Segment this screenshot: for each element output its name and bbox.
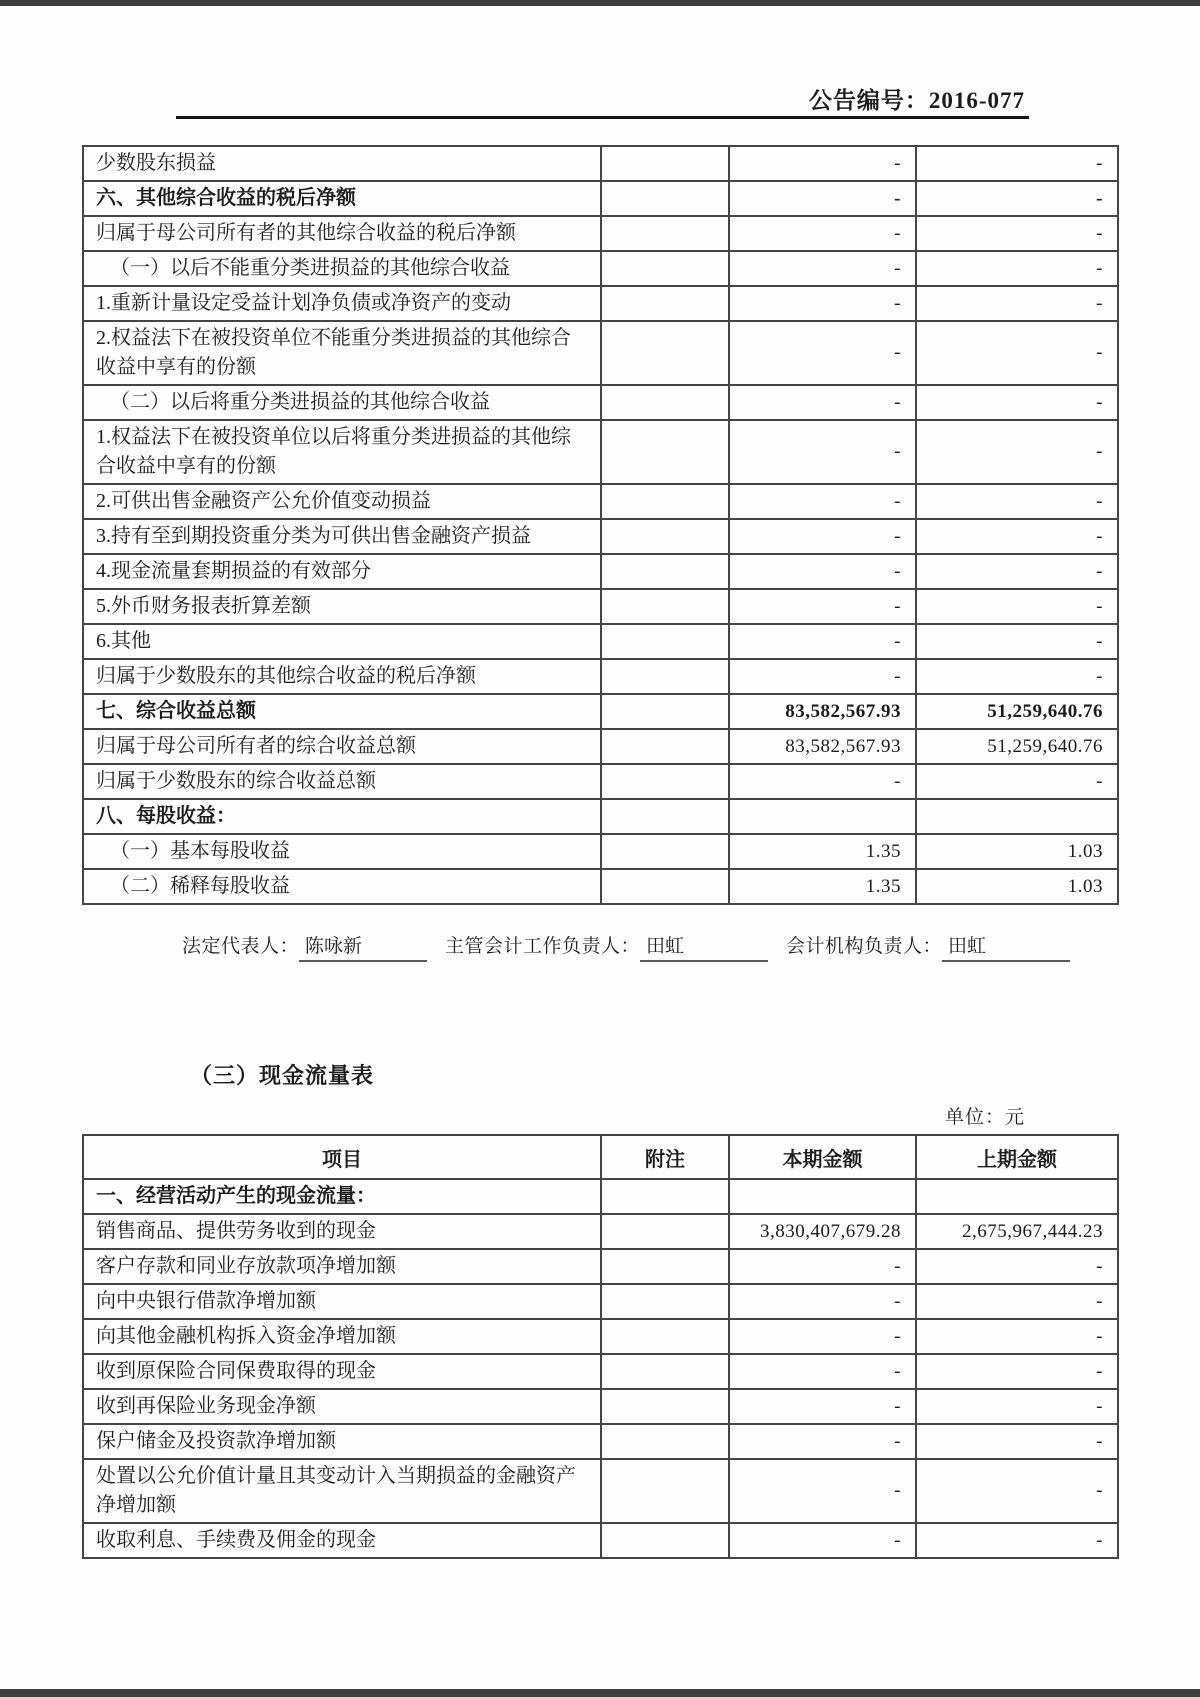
row-label-cell: 2.权益法下在被投资单位不能重分类进损益的其他综合收益中享有的份额 xyxy=(83,321,601,385)
scan-edge-bottom xyxy=(0,1689,1200,1697)
row-label-cell: 归属于母公司所有者的其他综合收益的税后净额 xyxy=(83,216,601,251)
note-cell xyxy=(601,216,729,251)
column-header: 上期金额 xyxy=(916,1135,1118,1179)
column-header: 本期金额 xyxy=(729,1135,916,1179)
row-label-cell: （二）以后将重分类进损益的其他综合收益 xyxy=(83,385,601,420)
current-amount-cell: - xyxy=(729,181,916,216)
table-row xyxy=(83,146,1118,181)
note-cell xyxy=(601,869,729,904)
table-row xyxy=(83,694,1118,729)
previous-amount-cell: - xyxy=(916,519,1118,554)
row-label-cell: 6.其他 xyxy=(83,624,601,659)
row-label-cell: 保户储金及投资款净增加额 xyxy=(83,1424,601,1459)
note-cell xyxy=(601,554,729,589)
note-cell xyxy=(601,1424,729,1459)
current-amount-cell xyxy=(729,799,916,834)
signature-segment xyxy=(786,936,1070,957)
row-label-cell: 销售商品、提供劳务收到的现金 xyxy=(83,1214,601,1249)
previous-amount-cell: - xyxy=(916,1424,1118,1459)
row-label-cell: 1.重新计量设定受益计划净负债或净资产的变动 xyxy=(83,286,601,321)
row-label-cell: 收到原保险合同保费取得的现金 xyxy=(83,1354,601,1389)
note-cell xyxy=(601,385,729,420)
row-label-cell: 收取利息、手续费及佣金的现金 xyxy=(83,1523,601,1558)
previous-amount-cell: 1.03 xyxy=(916,869,1118,904)
row-label-cell: 向中央银行借款净增加额 xyxy=(83,1284,601,1319)
table-row xyxy=(83,624,1118,659)
header-rule xyxy=(176,116,1029,119)
note-cell xyxy=(601,799,729,834)
current-amount-cell: - xyxy=(729,1354,916,1389)
current-amount-cell: - xyxy=(729,554,916,589)
row-label-cell: 归属于少数股东的其他综合收益的税后净额 xyxy=(83,659,601,694)
table-row xyxy=(83,484,1118,519)
note-cell xyxy=(601,764,729,799)
cashflow-section-title: （三）现金流量表 xyxy=(190,1063,375,1088)
current-amount-cell: - xyxy=(729,659,916,694)
table-row xyxy=(83,385,1118,420)
note-cell xyxy=(601,624,729,659)
row-label-cell: 一、经营活动产生的现金流量： xyxy=(83,1179,601,1214)
note-cell xyxy=(601,694,729,729)
table-row xyxy=(83,1354,1118,1389)
note-cell xyxy=(601,321,729,385)
row-label-cell: 收到再保险业务现金净额 xyxy=(83,1389,601,1424)
previous-amount-cell xyxy=(916,799,1118,834)
note-cell xyxy=(601,1214,729,1249)
table-row xyxy=(83,834,1118,869)
signature-name: 田虹 xyxy=(942,931,1070,962)
current-amount-cell: - xyxy=(729,519,916,554)
row-label-cell: 处置以公允价值计量且其变动计入当期损益的金融资产净增加额 xyxy=(83,1459,601,1523)
note-cell xyxy=(601,834,729,869)
table-row xyxy=(83,1389,1118,1424)
table-row xyxy=(83,1459,1118,1523)
table-row xyxy=(83,764,1118,799)
note-cell xyxy=(601,251,729,286)
previous-amount-cell: - xyxy=(916,1319,1118,1354)
unit-label: 单位：元 xyxy=(944,1107,1025,1128)
previous-amount-cell: - xyxy=(916,1354,1118,1389)
current-amount-cell: 83,582,567.93 xyxy=(729,729,916,764)
row-label-cell: 少数股东损益 xyxy=(83,146,601,181)
note-cell xyxy=(601,729,729,764)
previous-amount-cell: 2,675,967,444.23 xyxy=(916,1214,1118,1249)
current-amount-cell: - xyxy=(729,1319,916,1354)
current-amount-cell: 1.35 xyxy=(729,834,916,869)
current-amount-cell: - xyxy=(729,624,916,659)
note-cell xyxy=(601,286,729,321)
note-cell xyxy=(601,1284,729,1319)
cashflow-header-row xyxy=(83,1135,1118,1179)
previous-amount-cell: - xyxy=(916,1249,1118,1284)
previous-amount-cell: - xyxy=(916,764,1118,799)
row-label-cell: 向其他金融机构拆入资金净增加额 xyxy=(83,1319,601,1354)
previous-amount-cell: - xyxy=(916,659,1118,694)
table-row xyxy=(83,589,1118,624)
previous-amount-cell: - xyxy=(916,216,1118,251)
previous-amount-cell: - xyxy=(916,554,1118,589)
previous-amount-cell: - xyxy=(916,1284,1118,1319)
note-cell xyxy=(601,519,729,554)
note-cell xyxy=(601,1523,729,1558)
previous-amount-cell: - xyxy=(916,1523,1118,1558)
current-amount-cell: - xyxy=(729,286,916,321)
current-amount-cell: 3,830,407,679.28 xyxy=(729,1214,916,1249)
previous-amount-cell: - xyxy=(916,286,1118,321)
column-header: 附注 xyxy=(601,1135,729,1179)
cashflow-table xyxy=(82,1134,1119,1559)
previous-amount-cell: - xyxy=(916,420,1118,484)
signature-segment xyxy=(445,936,768,957)
table-row xyxy=(83,251,1118,286)
note-cell xyxy=(601,1179,729,1214)
previous-amount-cell: - xyxy=(916,146,1118,181)
row-label-cell: 客户存款和同业存放款项净增加额 xyxy=(83,1249,601,1284)
note-cell xyxy=(601,589,729,624)
table-row xyxy=(83,1179,1118,1214)
current-amount-cell: - xyxy=(729,484,916,519)
table-row xyxy=(83,1424,1118,1459)
previous-amount-cell: - xyxy=(916,589,1118,624)
signature-role-label: 会计机构负责人： xyxy=(786,936,943,957)
scan-edge-top xyxy=(0,0,1200,6)
row-label-cell: 2.可供出售金融资产公允价值变动损益 xyxy=(83,484,601,519)
current-amount-cell: - xyxy=(729,216,916,251)
current-amount-cell: - xyxy=(729,321,916,385)
signature-line xyxy=(182,931,1088,962)
row-label-cell: 八、每股收益： xyxy=(83,799,601,834)
table-row xyxy=(83,554,1118,589)
previous-amount-cell: - xyxy=(916,321,1118,385)
row-label-cell: （一）基本每股收益 xyxy=(83,834,601,869)
previous-amount-cell: 51,259,640.76 xyxy=(916,694,1118,729)
signature-role-label: 法定代表人： xyxy=(182,936,300,957)
note-cell xyxy=(601,1389,729,1424)
table-row xyxy=(83,321,1118,385)
note-cell xyxy=(601,420,729,484)
table-row xyxy=(83,729,1118,764)
note-cell xyxy=(601,484,729,519)
column-header: 项目 xyxy=(83,1135,601,1179)
current-amount-cell: - xyxy=(729,1389,916,1424)
row-label-cell: 4.现金流量套期损益的有效部分 xyxy=(83,554,601,589)
signature-role-label: 主管会计工作负责人： xyxy=(445,936,641,957)
table-row xyxy=(83,181,1118,216)
row-label-cell: 归属于少数股东的综合收益总额 xyxy=(83,764,601,799)
table-row xyxy=(83,1214,1118,1249)
previous-amount-cell: - xyxy=(916,624,1118,659)
current-amount-cell: 83,582,567.93 xyxy=(729,694,916,729)
row-label-cell: 七、综合收益总额 xyxy=(83,694,601,729)
row-label-cell: 3.持有至到期投资重分类为可供出售金融资产损益 xyxy=(83,519,601,554)
table-row xyxy=(83,286,1118,321)
current-amount-cell: - xyxy=(729,420,916,484)
previous-amount-cell: - xyxy=(916,1389,1118,1424)
previous-amount-cell xyxy=(916,1179,1118,1214)
signature-name: 田虹 xyxy=(640,931,768,962)
note-cell xyxy=(601,181,729,216)
announcement-number: 公告编号：2016-077 xyxy=(808,88,1025,113)
note-cell xyxy=(601,1354,729,1389)
note-cell xyxy=(601,1249,729,1284)
income-statement-table xyxy=(82,145,1119,905)
note-cell xyxy=(601,146,729,181)
current-amount-cell: - xyxy=(729,146,916,181)
previous-amount-cell: - xyxy=(916,251,1118,286)
row-label-cell: （一）以后不能重分类进损益的其他综合收益 xyxy=(83,251,601,286)
current-amount-cell: - xyxy=(729,1523,916,1558)
row-label-cell: 归属于母公司所有者的综合收益总额 xyxy=(83,729,601,764)
table-row xyxy=(83,1249,1118,1284)
previous-amount-cell: - xyxy=(916,484,1118,519)
row-label-cell: 5.外币财务报表折算差额 xyxy=(83,589,601,624)
table-row xyxy=(83,519,1118,554)
table-row xyxy=(83,799,1118,834)
current-amount-cell: - xyxy=(729,589,916,624)
current-amount-cell: - xyxy=(729,251,916,286)
signature-segment xyxy=(182,936,427,957)
table-row xyxy=(83,869,1118,904)
note-cell xyxy=(601,1319,729,1354)
previous-amount-cell: 1.03 xyxy=(916,834,1118,869)
previous-amount-cell: - xyxy=(916,385,1118,420)
previous-amount-cell: - xyxy=(916,1459,1118,1523)
note-cell xyxy=(601,1459,729,1523)
table-row xyxy=(83,216,1118,251)
table-row xyxy=(83,659,1118,694)
current-amount-cell xyxy=(729,1179,916,1214)
current-amount-cell: 1.35 xyxy=(729,869,916,904)
previous-amount-cell: 51,259,640.76 xyxy=(916,729,1118,764)
table-row xyxy=(83,1284,1118,1319)
current-amount-cell: - xyxy=(729,1459,916,1523)
current-amount-cell: - xyxy=(729,1284,916,1319)
previous-amount-cell: - xyxy=(916,181,1118,216)
note-cell xyxy=(601,659,729,694)
current-amount-cell: - xyxy=(729,764,916,799)
row-label-cell: 六、其他综合收益的税后净额 xyxy=(83,181,601,216)
row-label-cell: （二）稀释每股收益 xyxy=(83,869,601,904)
current-amount-cell: - xyxy=(729,1249,916,1284)
row-label-cell: 1.权益法下在被投资单位以后将重分类进损益的其他综合收益中享有的份额 xyxy=(83,420,601,484)
table-row xyxy=(83,420,1118,484)
signature-name: 陈咏新 xyxy=(299,931,427,962)
table-row xyxy=(83,1319,1118,1354)
table-row xyxy=(83,1523,1118,1558)
current-amount-cell: - xyxy=(729,1424,916,1459)
current-amount-cell: - xyxy=(729,385,916,420)
